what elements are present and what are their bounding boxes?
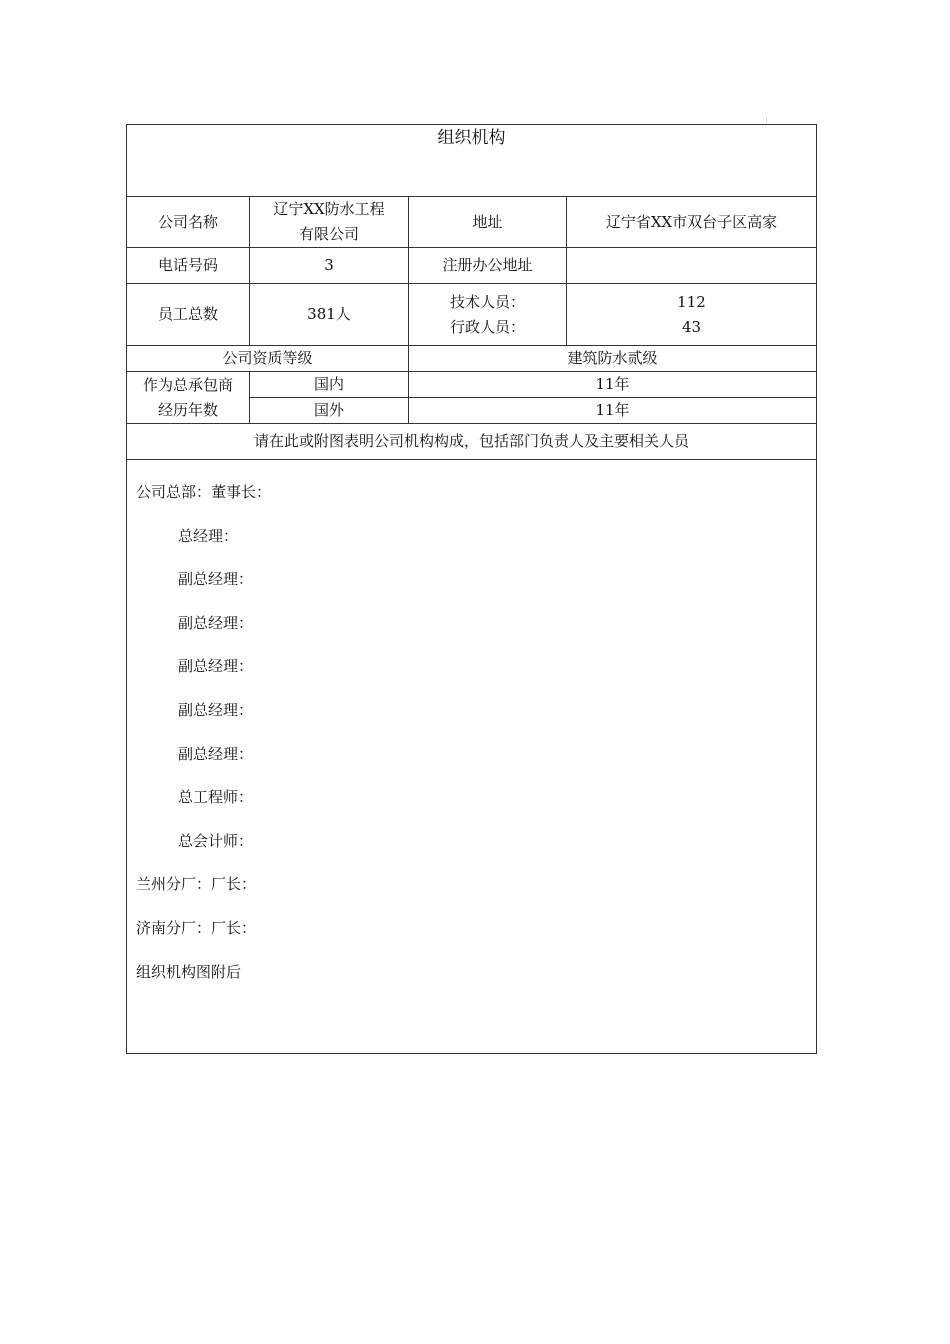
experience-label-line1: 作为总承包商 xyxy=(142,375,233,394)
qualification-label: 公司资质等级 xyxy=(127,346,409,372)
org-line-deputy-gm: 副总经理： xyxy=(178,744,254,763)
address-label: 地址 xyxy=(409,197,567,248)
company-name-value xyxy=(250,197,409,248)
domestic-label: 国内 xyxy=(250,372,409,398)
company-name-line1: 辽宁XX防水工程 xyxy=(273,200,385,218)
experience-label-line2: 经历年数 xyxy=(157,400,218,419)
total-staff-label: 员工总数 xyxy=(127,284,250,346)
foreign-years: 11年 xyxy=(409,398,817,424)
org-line-deputy-gm: 副总经理： xyxy=(178,657,254,676)
org-line-deputy-gm: 副总经理： xyxy=(178,613,254,632)
company-name-line2: 有限公司 xyxy=(298,225,359,243)
total-staff-value: 381人 xyxy=(250,284,409,346)
domestic-years: 11年 xyxy=(409,372,817,398)
admin-staff-label: 行政人员： xyxy=(449,317,525,336)
phone-value: 3 xyxy=(250,248,409,284)
org-line-chief-accountant: 总会计师： xyxy=(178,831,254,850)
foreign-label: 国外 xyxy=(250,398,409,424)
admin-staff-value: 43 xyxy=(681,317,702,336)
org-line-deputy-gm: 副总经理： xyxy=(178,570,254,589)
page-title: 组织机构 xyxy=(127,125,817,197)
org-line-chief-engineer: 总工程师： xyxy=(178,788,254,807)
registered-office-value xyxy=(567,248,817,284)
corner-mark xyxy=(766,118,769,122)
staff-breakdown-labels xyxy=(409,284,567,346)
tech-staff-label: 技术人员： xyxy=(449,292,525,311)
organization-form-table xyxy=(126,124,817,1054)
address-value: 辽宁省XX市双台子区高家 xyxy=(567,197,817,248)
org-structure-list xyxy=(127,460,816,1002)
phone-label: 电话号码 xyxy=(127,248,250,284)
experience-label xyxy=(127,372,250,424)
org-structure-area xyxy=(127,460,817,1054)
staff-breakdown-values xyxy=(567,284,817,346)
org-line-general-manager: 总经理： xyxy=(178,526,239,545)
company-name-label: 公司名称 xyxy=(127,197,250,248)
org-line-chart-attached: 组织机构图附后 xyxy=(136,962,242,981)
instruction-text: 请在此或附图表明公司机构构成，包括部门负责人及主要相关人员 xyxy=(127,424,817,460)
org-line-lanzhou-branch: 兰州分厂：厂长： xyxy=(136,875,257,894)
org-line-jinan-branch: 济南分厂：厂长： xyxy=(136,918,257,937)
qualification-value: 建筑防水贰级 xyxy=(409,346,817,372)
org-line-headquarters: 公司总部：董事长： xyxy=(136,483,272,501)
registered-office-label: 注册办公地址 xyxy=(409,248,567,284)
org-line-deputy-gm: 副总经理： xyxy=(178,700,254,719)
tech-staff-value: 112 xyxy=(677,292,706,311)
